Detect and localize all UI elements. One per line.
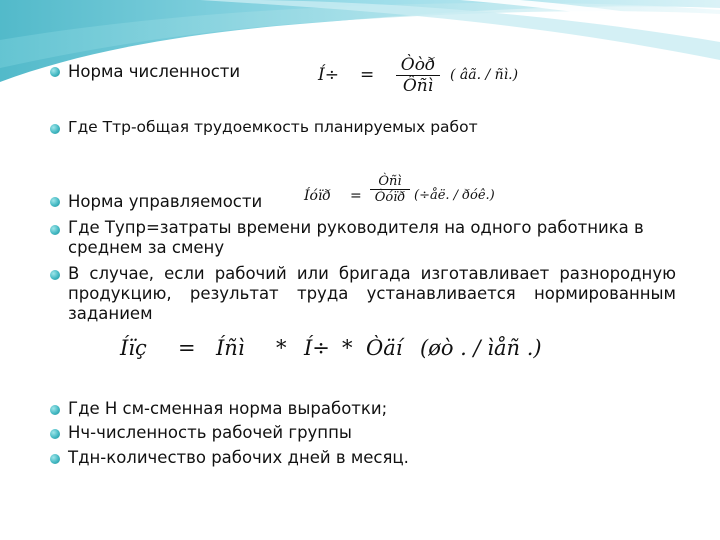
formula-numerator: Òñì	[370, 174, 410, 190]
item-tdn: Тдн-количество рабочих дней в месяц.	[68, 448, 409, 467]
formula-norma-upravlyaemosti	[304, 174, 524, 218]
formula-fraction	[370, 174, 410, 205]
item-gde-ttr: Где Ттр-общая трудоемкость планируемых работ	[68, 118, 478, 136]
formula-term-nsm: Íñì	[216, 336, 245, 360]
formula-unit: ( âã. / ñì.)	[450, 67, 519, 83]
item-gde-tupr: Где Тупр=затраты времени руководителя на одного работника в среднем за смену	[68, 218, 644, 257]
bullet-icon	[50, 197, 60, 207]
formula-multiply: *	[342, 336, 353, 360]
formula-lhs: Íóïð	[304, 188, 331, 204]
item-norma-chislennosti: Норма численности	[68, 62, 241, 81]
bullet-icon	[50, 405, 60, 415]
formula-term-nch: Í÷	[304, 336, 330, 360]
formula-denominator: Ôñì	[402, 76, 434, 96]
formula-norma-chislennosti	[318, 55, 578, 95]
formula-equals: =	[178, 336, 196, 360]
formula-equals: =	[350, 188, 362, 204]
formula-denominator: Òóïð	[374, 190, 406, 205]
formula-multiply: *	[276, 336, 287, 360]
item-nch: Нч-численность рабочей группы	[68, 423, 352, 442]
bullet-icon	[50, 429, 60, 439]
formula-equals: =	[360, 65, 375, 85]
item-norma-upravlyaemosti: Норма управляемости	[68, 192, 263, 211]
bullet-icon	[50, 124, 60, 134]
bullet-icon	[50, 454, 60, 464]
item-v-sluchae: В случае, если рабочий или бригада изготавливает разнородную продукцию, результат труда устанавливается нормированным заданием	[68, 264, 676, 323]
formula-unit: (øò . / ìåñ .)	[420, 336, 542, 360]
formula-fraction	[396, 55, 440, 96]
formula-term-tdn: Òäí	[366, 336, 403, 360]
formula-lhs: Íïç	[120, 336, 147, 360]
formula-lhs: Í÷	[318, 65, 339, 85]
bullet-icon	[50, 270, 60, 280]
item-gde-nsm: Где Н см-сменная норма выработки;	[68, 399, 388, 418]
formula-unit: (÷åë. / ðóê.)	[414, 188, 495, 203]
bullet-icon	[50, 225, 60, 235]
formula-numerator: Òòð	[396, 55, 440, 76]
bullet-icon	[50, 67, 60, 77]
formula-norma-zadaniya	[120, 336, 580, 370]
